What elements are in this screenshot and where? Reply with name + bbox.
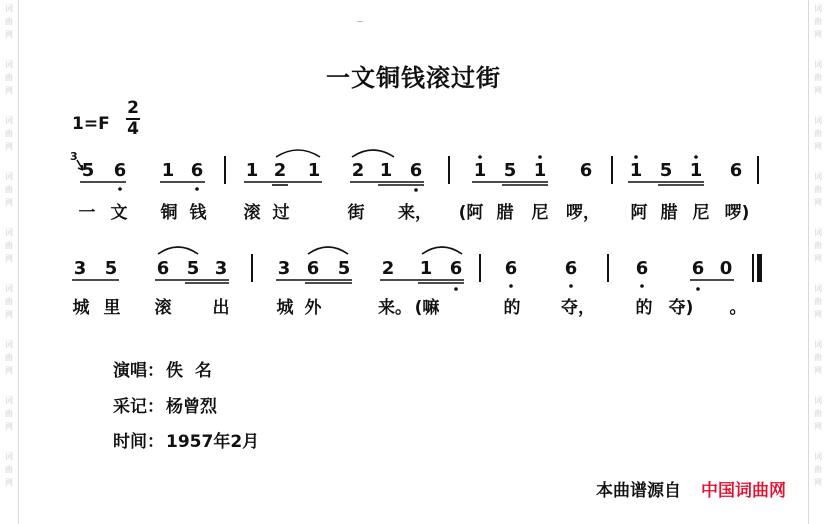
credit-recorder [113, 392, 217, 417]
time-signature-bottom: 4 [127, 119, 139, 139]
song-title: 一文铜钱滚过街 [326, 64, 501, 92]
note: 5 [186, 258, 200, 279]
lyric-char: 啰) [724, 203, 750, 223]
lyric-char: 一 [78, 203, 96, 223]
watermark-text: 词 曲 网 [814, 172, 822, 207]
lyric-char: 里 [103, 298, 121, 318]
watermark-text: 词 曲 网 [5, 284, 13, 319]
note: 5 [659, 160, 673, 181]
watermark-text: 词 曲 网 [5, 396, 13, 431]
watermark-text: 词 曲 网 [5, 4, 13, 39]
note: 6 [691, 258, 705, 279]
watermark-text: 词 曲 网 [814, 228, 822, 263]
credit-value: 杨曾烈 [166, 397, 217, 417]
watermark-text: 词 曲 网 [5, 60, 13, 95]
watermark-text: 词 曲 网 [814, 452, 822, 487]
note: 3 [73, 258, 87, 279]
note: 6 [306, 258, 320, 279]
lyric-char: 滚 [154, 298, 172, 318]
lyric-char: 外 [304, 298, 322, 318]
lyric-char: 腊 [660, 203, 678, 223]
credit-label: 时间： [113, 432, 164, 452]
watermark-text: 词 曲 网 [5, 172, 13, 207]
lyric-char: 腊 [496, 203, 514, 223]
key-signature: 1=F [72, 114, 110, 134]
lyric-char: 钱 [189, 203, 207, 223]
source-prefix: 本曲谱源自 [596, 481, 681, 501]
lyric-char: 街 [347, 203, 365, 223]
note: 1 [161, 160, 175, 181]
lyric-char: 城 [72, 298, 90, 318]
note: 1 [245, 160, 259, 181]
lyric-char: 来， [398, 203, 432, 223]
credit-singer [113, 356, 212, 381]
watermark-text: 词 曲 网 [5, 452, 13, 487]
lyric-char: 啰， [566, 203, 600, 223]
note: 2 [351, 160, 365, 181]
note: 0 [719, 258, 733, 279]
watermark-text: 词 曲 网 [814, 284, 822, 319]
time-signature-top: 2 [127, 98, 139, 118]
watermark-text: 词 曲 网 [5, 340, 13, 375]
note: 2 [273, 160, 287, 181]
lyric-char: 文 [110, 203, 128, 223]
note: 6 [504, 258, 518, 279]
lyric-char: 尼 [692, 203, 710, 223]
note: 6 [190, 160, 204, 181]
note: 5 [104, 258, 118, 279]
lyric-char: (阿 [458, 203, 484, 223]
source-site-link[interactable]: 中国词曲网 [701, 481, 786, 501]
lyric-char: (嘛 [414, 298, 440, 318]
note: 5 [337, 258, 351, 279]
lyric-char: 夺) [668, 298, 694, 318]
lyric-char: 尼 [531, 203, 549, 223]
lyric-char: 的 [635, 298, 653, 318]
note: 6 [729, 160, 743, 181]
note: 6 [156, 258, 170, 279]
lyric-char: 。 [729, 298, 747, 318]
watermark-text: 词 曲 网 [814, 396, 822, 431]
note: 5 [503, 160, 517, 181]
credit-value: 1957年2月 [166, 432, 260, 452]
note: 6 [113, 160, 127, 181]
watermark-text: 词 曲 网 [814, 116, 822, 151]
note: 1 [533, 160, 547, 181]
lyric-char: 阿 [630, 203, 648, 223]
lyric-char: 铜 [160, 203, 178, 223]
credit-value: 佚 名 [166, 361, 212, 381]
lyric-char: 来。 [378, 298, 412, 318]
credit-label: 采记： [113, 397, 164, 417]
note: 3 [214, 258, 228, 279]
note: 6 [635, 258, 649, 279]
note: 1 [629, 160, 643, 181]
note: 1 [379, 160, 393, 181]
note: 1 [689, 160, 703, 181]
source-note [596, 476, 786, 501]
lyric-char: 过 [272, 203, 290, 223]
credit-label: 演唱： [113, 361, 164, 381]
note: 1 [473, 160, 487, 181]
watermark-text: 词 曲 网 [5, 228, 13, 263]
watermark-text: 词 曲 网 [814, 4, 822, 39]
grace-note: 3 [70, 150, 78, 163]
lyric-char: 夺， [561, 298, 595, 318]
note: 2 [381, 258, 395, 279]
watermark-text: 词 曲 网 [5, 116, 13, 151]
note: 6 [564, 258, 578, 279]
lyric-char: 的 [503, 298, 521, 318]
lyric-char: 滚 [243, 203, 261, 223]
note: 1 [419, 258, 433, 279]
lyric-char: 城 [276, 298, 294, 318]
note: 6 [449, 258, 463, 279]
watermark-text: 词 曲 网 [814, 60, 822, 95]
note: 5 [81, 160, 95, 181]
note: 1 [307, 160, 321, 181]
credit-date [113, 427, 259, 452]
watermark-text: 词 曲 网 [814, 340, 822, 375]
note: 6 [409, 160, 423, 181]
note: 3 [277, 258, 291, 279]
note: 6 [579, 160, 593, 181]
lyric-char: 出 [212, 298, 230, 318]
